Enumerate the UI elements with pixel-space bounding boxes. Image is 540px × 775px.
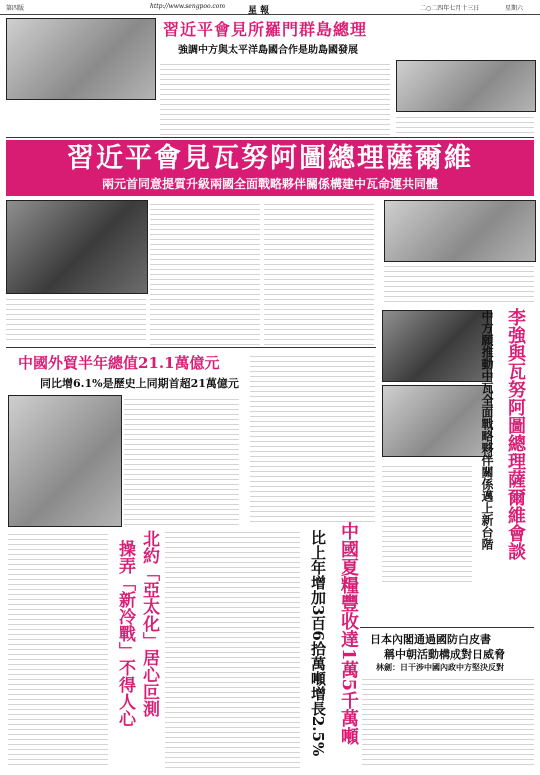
li-subhead: 中方願推動中瓦全面戰略夥伴關係邁上新台階: [480, 310, 494, 550]
north-body: [8, 530, 108, 768]
main-banner: [6, 140, 534, 196]
trade-photo: [8, 395, 122, 527]
trade-headline: 中國外貿半年總值21.1萬億元: [18, 354, 220, 372]
main-body-4: [384, 262, 534, 302]
paper-name: 星 報: [248, 6, 270, 16]
grain-subhead: 比上年增加3百6拾萬噸增長2.5%: [309, 530, 327, 757]
top-story-headline: 習近平會見所羅門群島總理: [163, 20, 368, 39]
issue-date: 二○二四年七月十三日: [420, 5, 480, 12]
top-story-body: [160, 60, 390, 135]
weekday: 星期六: [505, 5, 524, 12]
japan-subhead: 稱中朝活動構成對日威脅: [384, 648, 505, 661]
north-line2: 操弄「新冷戰」不得人心: [115, 540, 135, 727]
main-subhead: 兩元首同意提質升級兩國全面戰略夥伴關係構建中瓦命運共同體: [101, 177, 438, 191]
masthead: [0, 0, 540, 15]
divider: [6, 347, 376, 348]
li-body-2: [382, 462, 472, 582]
top-story-photo-2: [396, 60, 536, 112]
main-photo-2: [384, 200, 536, 262]
top-story-body-2: [396, 113, 534, 137]
page-number: 第四版: [6, 5, 25, 12]
north-line1: 北約「亞太化」居心叵測: [139, 530, 159, 717]
li-body: [250, 352, 375, 522]
site-url: http://www.sengpoo.com: [150, 3, 226, 10]
grain-body: [165, 528, 300, 768]
main-body-3: [264, 200, 374, 345]
top-story-photo: [6, 18, 156, 100]
main-photo: [6, 200, 148, 294]
divider: [6, 137, 534, 138]
top-story-caption: [6, 102, 154, 137]
divider: [360, 627, 534, 628]
trade-subhead: 同比增6.1%是歷史上同期首超21萬億元: [40, 377, 239, 390]
japan-headline: 日本內閣通過國防白皮書: [370, 633, 491, 646]
grain-headline: 中國夏糧豐收達1萬5千萬噸: [338, 522, 359, 746]
li-photo: [382, 310, 492, 382]
japan-kicker: 林劍：日干涉中國內政中方堅決反對: [376, 662, 504, 672]
main-headline: 習近平會見瓦努阿圖總理薩爾維: [67, 143, 473, 174]
trade-body: [124, 395, 239, 525]
li-headline: 李強與瓦努阿圖總理薩爾維會談: [505, 308, 526, 560]
top-story-subhead: 強調中方與太平洋島國合作是助島國發展: [178, 45, 358, 56]
li-photo-2: [382, 385, 492, 457]
main-body-1: [6, 295, 146, 343]
japan-body: [362, 675, 534, 769]
main-body-2: [150, 200, 260, 345]
